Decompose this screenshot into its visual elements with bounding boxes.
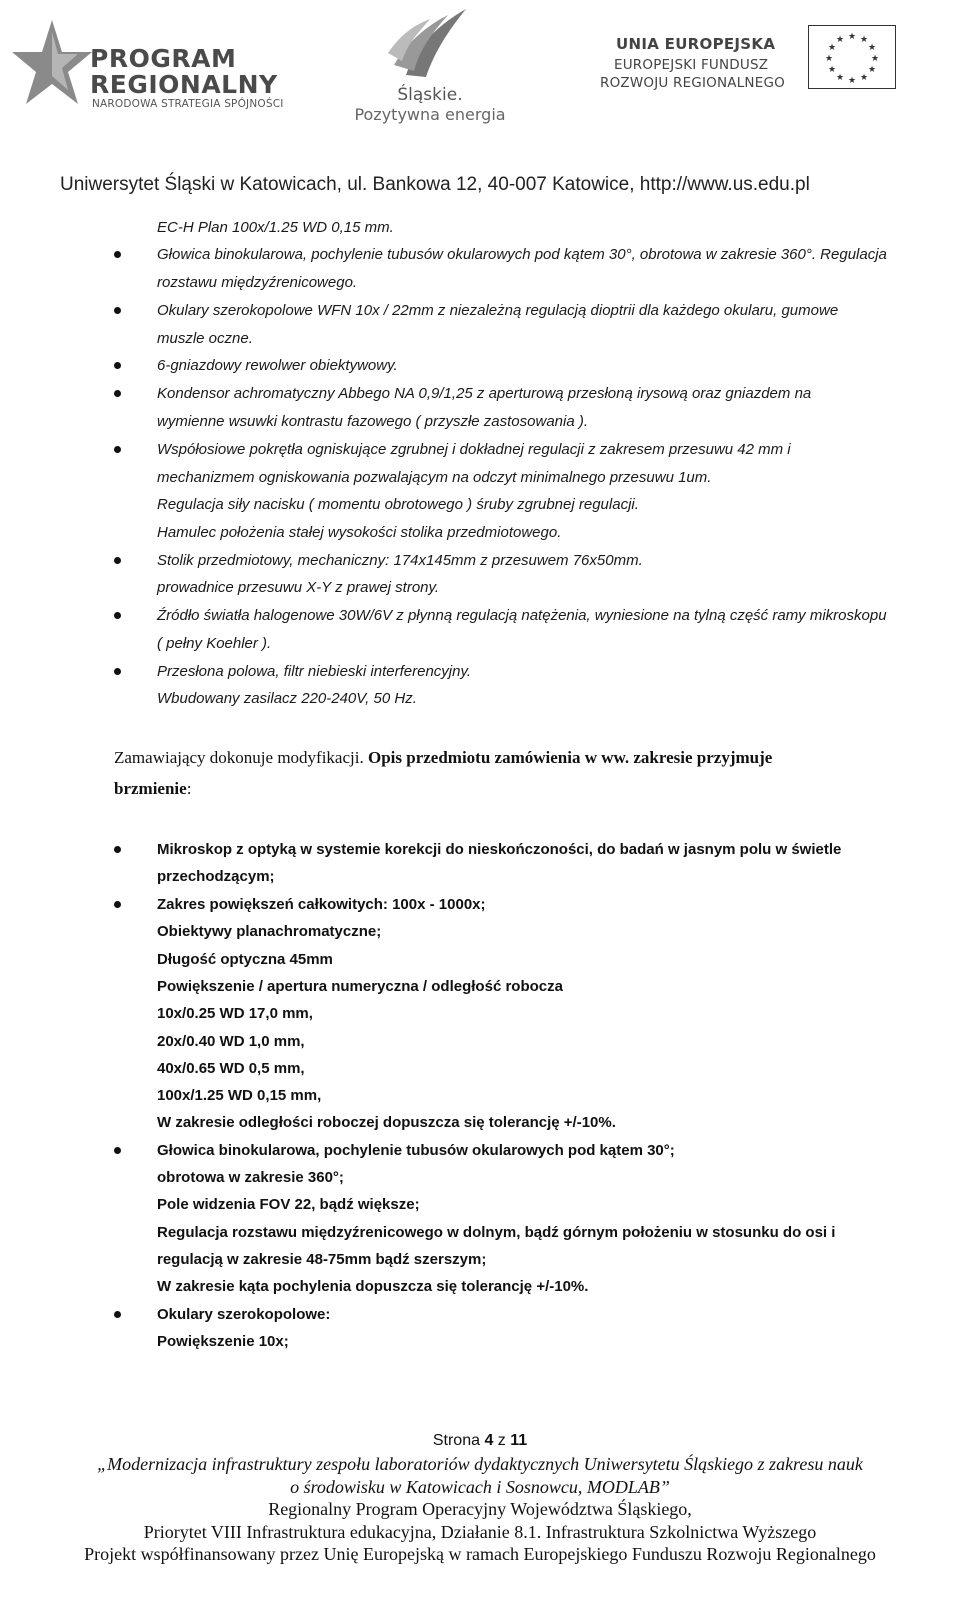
svg-text:★: ★ [835, 73, 845, 83]
bullet-icon [114, 446, 121, 453]
new-spec-line: obrotowa w zakresie 360°; [157, 1169, 344, 1186]
new-spec-line: Głowica binokularowa, pochylenie tubusów okularowych pod kątem 30°; [157, 1142, 675, 1159]
spec-line: rozstawu międzyźrenicowego. [157, 274, 358, 291]
spec-line: Źródło światła halogenowe 30W/6V z płynną regulacją natężenia, wyniesione na tylną część ramy mikroskopu [157, 607, 887, 624]
spec-line: Wbudowany zasilacz 220-240V, 50 Hz. [157, 690, 417, 707]
footer-cofinancing-line: Projekt współfinansowany przez Unię Europejską w ramach Europejskiego Funduszu Rozwoju Regionalnego [84, 1544, 876, 1564]
svg-text:★: ★ [835, 35, 845, 45]
bullet-icon [114, 1147, 121, 1154]
bullet-icon [114, 390, 121, 397]
eu-logo [590, 25, 930, 115]
svg-text:★: ★ [859, 73, 869, 83]
footer-priority-line: Priorytet VIII Infrastruktura edukacyjna, Działanie 8.1. Infrastruktura Szkolnictwa Wyższego [143, 1522, 817, 1542]
footer-project-title-continued: o środowisku w Katowicach i Sosnowcu, MODLAB” [290, 1477, 670, 1497]
university-address-line: Uniwersytet Śląski w Katowicach, ul. Bankowa 12, 40-007 Katowice, http://www.us.edu.pl [60, 174, 810, 195]
svg-text:★: ★ [867, 43, 877, 53]
bullet-icon [114, 846, 121, 853]
bullet-icon [114, 1311, 121, 1318]
slaskie-swoosh-icon [386, 5, 476, 85]
modification-paragraph [114, 748, 772, 768]
spec-line: mechanizmem ogniskowania pozwalającym na odczyt minimalnego przesuwu 1um. [157, 469, 712, 486]
bullet-icon [114, 557, 121, 564]
page-number-prefix: Strona [432, 1432, 485, 1449]
program-logo-line3: NARODOWA STRATEGIA SPÓJNOŚCI [92, 98, 284, 110]
new-spec-line: Okulary szerokopolowe: [157, 1306, 331, 1323]
page-number-total: 11 [510, 1432, 528, 1449]
new-spec-line: Obiektywy planachromatyczne; [157, 923, 382, 940]
page-number-current: 4 [484, 1432, 494, 1449]
program-regionalny-logo [6, 8, 306, 118]
new-spec-line: 10x/0.25 WD 17,0 mm, [157, 1005, 313, 1022]
svg-text:★: ★ [827, 65, 837, 75]
spec-line: muszle oczne. [157, 330, 253, 347]
new-spec-line: regulacją w zakresie 48-75mm bądź szerszym; [157, 1251, 487, 1268]
spec-line: 6-gniazdowy rewolwer obiektywowy. [157, 357, 398, 374]
new-spec-line: Mikroskop z optyką w systemie korekcji do nieskończoności, do badań w jasnym polu w świetle [157, 841, 842, 858]
svg-text:★: ★ [859, 35, 869, 45]
new-spec-line: przechodzącym; [157, 868, 275, 885]
program-star-icon [12, 18, 92, 108]
spec-line: prowadnice przesuwu X-Y z prawej strony. [157, 579, 440, 596]
new-spec-line: Powiększenie / apertura numeryczna / odległość robocza [157, 978, 563, 995]
eu-logo-line1: UNIA EUROPEJSKA [616, 35, 776, 53]
spec-line: Okulary szerokopolowe WFN 10x / 22mm z niezależną regulacją dioptrii dla każdego okularu, gumowe [157, 302, 839, 319]
new-spec-line: Zakres powiększeń całkowitych: 100x - 1000x; [157, 896, 486, 913]
footer-program-line: Regionalny Program Operacyjny Województwa Śląskiego, [268, 1499, 692, 1519]
slaskie-logo-line2: Pozytywna energia [354, 105, 506, 124]
new-spec-line: 40x/0.65 WD 0,5 mm, [157, 1060, 305, 1077]
bullet-icon [114, 251, 121, 258]
svg-text:★: ★ [827, 43, 837, 53]
new-spec-line: Długość optyczna 45mm [157, 951, 333, 968]
new-spec-line: Pole widzenia FOV 22, bądź większe; [157, 1196, 420, 1213]
spec-line: Stolik przedmiotowy, mechaniczny: 174x145mm z przesuwem 76x50mm. [157, 552, 643, 569]
new-spec-line: 100x/1.25 WD 0,15 mm, [157, 1087, 322, 1104]
svg-text:★: ★ [847, 76, 857, 86]
svg-text:★: ★ [870, 54, 880, 64]
new-spec-line: 20x/0.40 WD 1,0 mm, [157, 1033, 305, 1050]
eu-logo-line2: EUROPEJSKI FUNDUSZ [614, 57, 769, 73]
modification-text-regular: Zamawiający dokonuje modyfikacji. [114, 748, 368, 767]
bullet-icon [114, 362, 121, 369]
eu-logo-line3: ROZWOJU REGIONALNEGO [600, 75, 785, 91]
bullet-icon [114, 901, 121, 908]
slaskie-logo-line1: Śląskie. [397, 85, 463, 105]
program-logo-line1: PROGRAM [90, 44, 237, 73]
spec-line: Kondensor achromatyczny Abbego NA 0,9/1,25 z aperturową przesłoną irysową oraz gniazdem na [157, 385, 812, 402]
slaskie-logo [350, 5, 510, 125]
new-spec-line: Powiększenie 10x; [157, 1333, 289, 1350]
eu-flag-icon [808, 25, 896, 89]
modification-text-regular: : [186, 779, 192, 798]
svg-text:★: ★ [867, 65, 877, 75]
spec-line: EC-H Plan 100x/1.25 WD 0,15 mm. [157, 219, 394, 236]
page-number-separator: z [493, 1432, 511, 1449]
footer-project-title: „Modernizacja infrastruktury zespołu laboratoriów dydaktycznych Uniwersytetu Śląskiego z zakresu nauk [97, 1454, 863, 1474]
spec-line: Współosiowe pokrętła ogniskujące zgrubnej i dokładnej regulacji z zakresem przesuwu 42 mm i [157, 441, 791, 458]
modification-paragraph-continued [114, 779, 191, 799]
svg-text:★: ★ [847, 32, 857, 42]
bullet-icon [114, 668, 121, 675]
spec-line: Przesłona polowa, filtr niebieski interferencyjny. [157, 663, 472, 680]
spec-line: Głowica binokularowa, pochylenie tubusów okularowych pod kątem 30°, obrotowa w zakresie 360°. Regulacja [157, 246, 887, 263]
spec-line: Hamulec położenia stałej wysokości stolika przedmiotowego. [157, 524, 562, 541]
new-spec-line: Regulacja rozstawu międzyźrenicowego w dolnym, bądź górnym położeniu w stosunku do osi i [157, 1224, 836, 1241]
program-logo-line2: REGIONALNY [90, 70, 278, 99]
modification-text-bold: Opis przedmiotu zamówienia w ww. zakresie przyjmuje [367, 748, 773, 767]
new-spec-line: W zakresie kąta pochylenia dopuszcza się tolerancję +/-10%. [157, 1278, 589, 1295]
modification-text-bold: brzmienie [114, 779, 187, 798]
spec-line: Regulacja siły nacisku ( momentu obrotowego ) śruby zgrubnej regulacji. [157, 496, 639, 513]
page-number [0, 1432, 960, 1450]
svg-text:★: ★ [824, 54, 834, 64]
spec-line: wymienne wsuwki kontrastu fazowego ( przyszłe zastosowania ). [157, 413, 589, 430]
spec-line: ( pełny Koehler ). [157, 635, 272, 652]
bullet-icon [114, 612, 121, 619]
bullet-icon [114, 307, 121, 314]
new-spec-line: W zakresie odległości roboczej dopuszcza się tolerancję +/-10%. [157, 1114, 616, 1131]
